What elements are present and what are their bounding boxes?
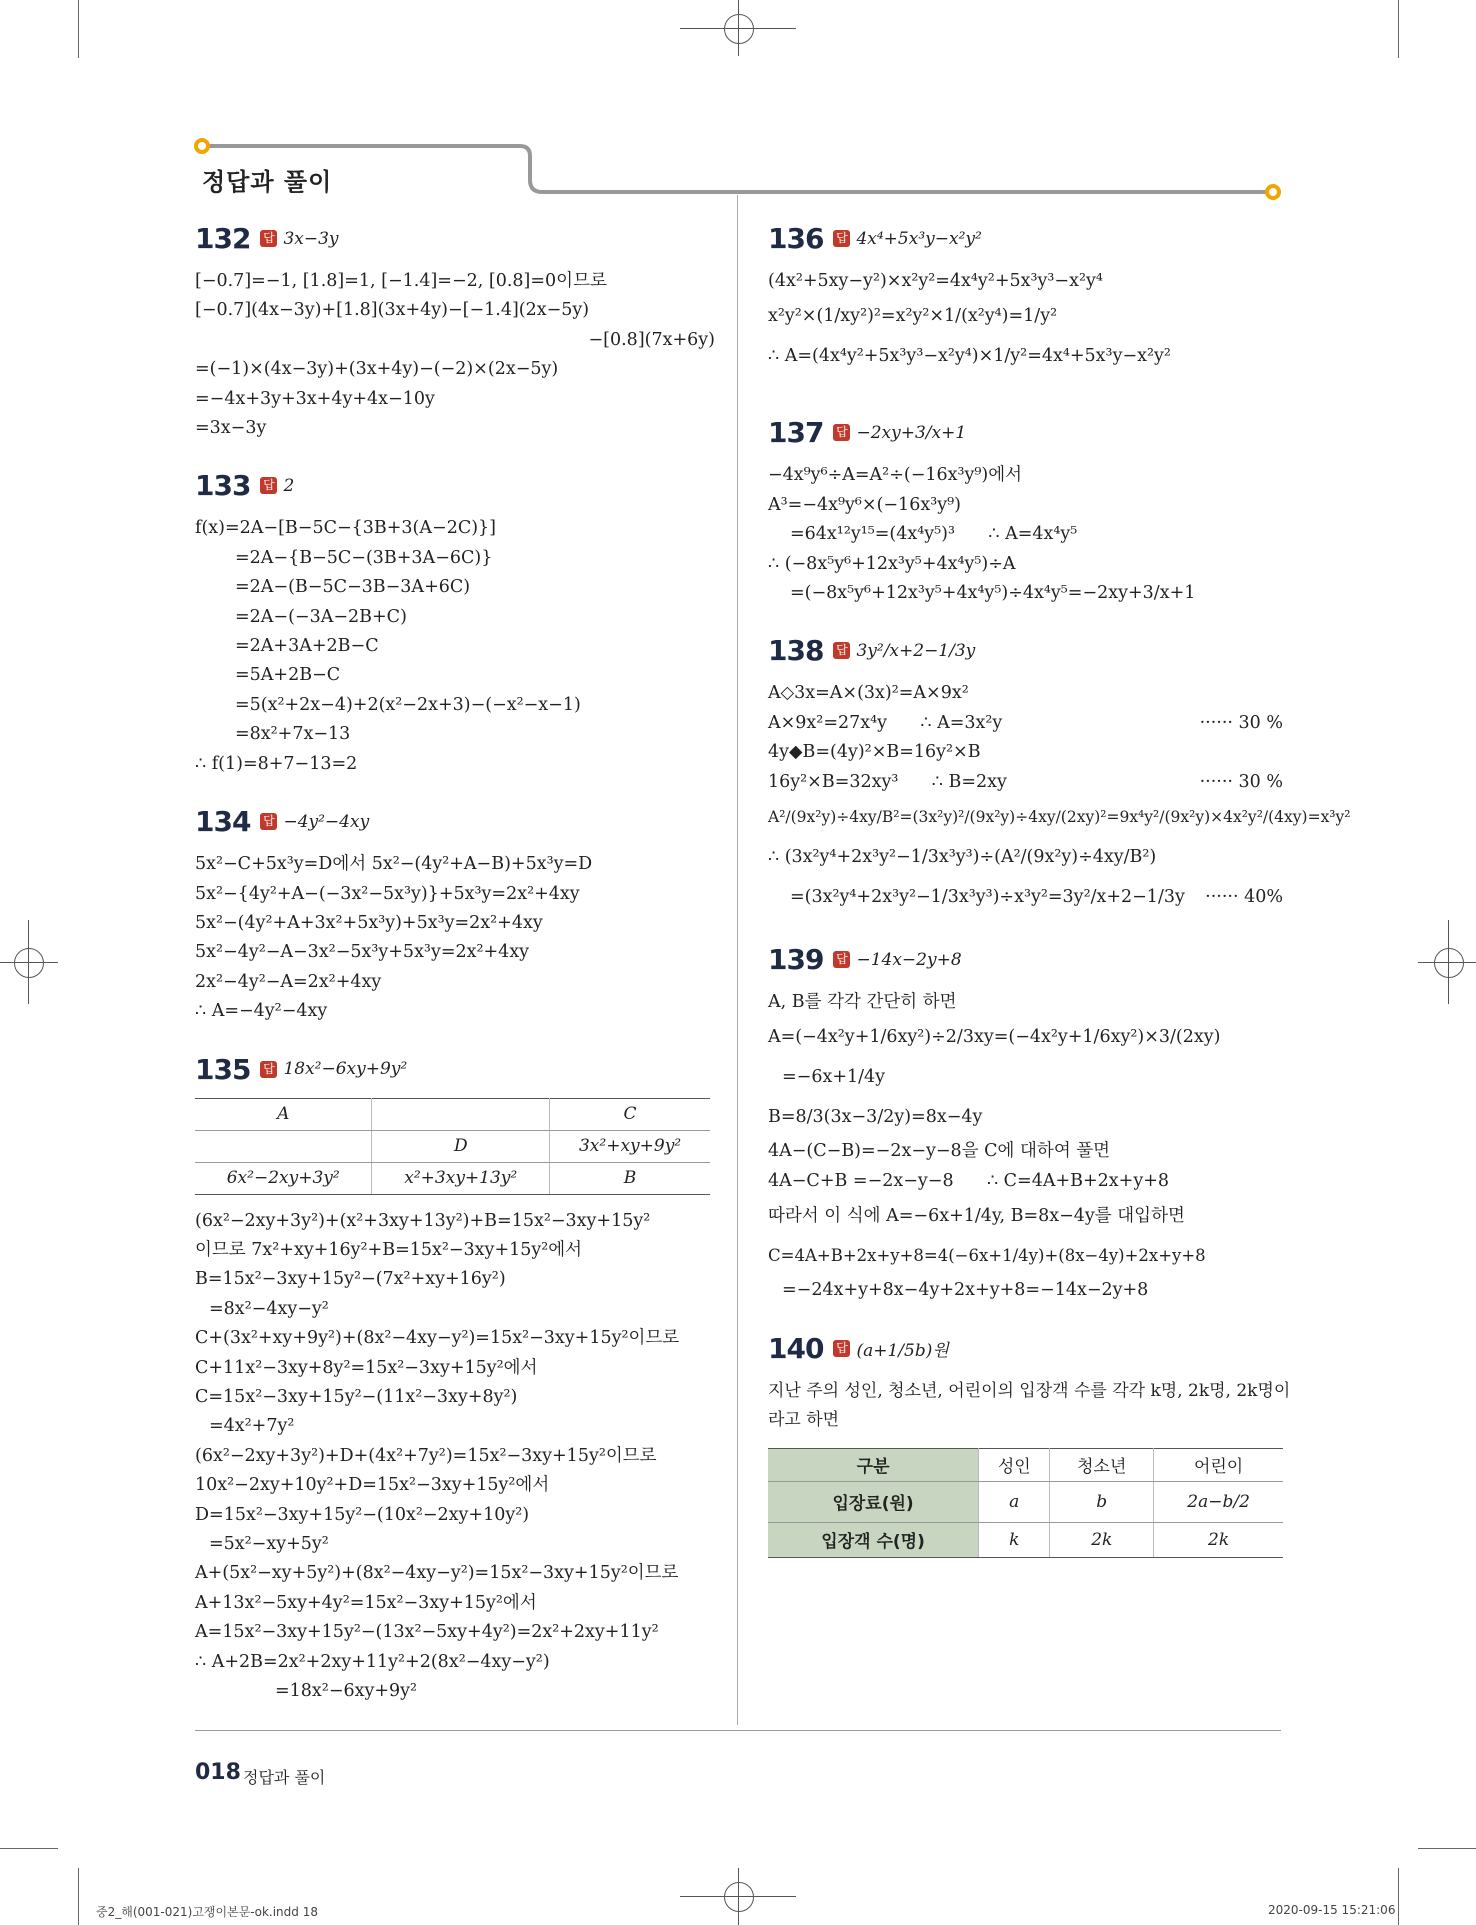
solution-line: ∴ (3x²y⁴+2x³y²−1/3x³y³)÷(A²/(9x²y)÷4xy/B²) [768, 847, 1157, 868]
solution-line: A=(−4x²y+1/6xy²)÷2/3xy=(−4x²y+1/6xy²)×3/(2xy) [768, 1027, 1221, 1048]
answer: 3x−3y [283, 228, 339, 249]
table-cell: 6x²−2xy+3y² [195, 1162, 372, 1194]
problem-133 [195, 469, 715, 779]
solution-line: =5x²−xy+5y² [209, 1534, 329, 1554]
solution-line: (4x²+5xy−y²)×x²y²=4x⁴y²+5x³y³−x²y⁴ [768, 271, 1103, 291]
slug-file: 중2_해(001-021)고쟁이본문-ok.indd 18 [96, 1905, 318, 1919]
solution-line: A, B를 각각 간단히 하면 [768, 992, 957, 1013]
answer: −2xy+3/x+1 [856, 422, 967, 443]
problem-132 [195, 222, 715, 443]
table-cell [195, 1130, 372, 1162]
table-cell: x²+3xy+13y² [372, 1162, 550, 1194]
registration-line [0, 962, 58, 963]
problem-number: 133 [195, 469, 251, 503]
table-cell: k [979, 1522, 1050, 1557]
solution-line: 10x²−2xy+10y²+D=15x²−3xy+15y²에서 [195, 1475, 550, 1496]
problem-137 [768, 416, 1283, 608]
solution-line: 라고 하면 [768, 1410, 840, 1431]
solution-line: 2x²−4y²−A=2x²+4xy [195, 971, 382, 992]
problem-135 [195, 1053, 715, 1707]
solution-line: 5x²−4y²−A−3x²−5x³y+5x³y=2x²+4xy [195, 942, 530, 963]
solution-line: =5A+2B−C [235, 665, 341, 686]
solution-line: =18x²−6xy+9y² [275, 1681, 418, 1702]
score-mark: ······ 30 % [1199, 712, 1283, 733]
answer-badge: 답 [260, 477, 277, 494]
table-cell: A [195, 1098, 372, 1130]
crop-mark [1398, 1868, 1399, 1925]
answer: (a+1/5b)원 [856, 1340, 949, 1361]
header-rule [190, 130, 1290, 200]
table-header: 입장객 수(명) [768, 1522, 979, 1557]
solution-line: =5(x²+2x−4)+2(x²−2x+3)−(−x²−x−1) [235, 694, 581, 715]
answer-badge: 답 [833, 424, 850, 441]
solution-line: D=15x²−3xy+15y²−(10x²−2xy+10y²) [195, 1504, 530, 1525]
solution-line: =8x²+7x−13 [235, 724, 351, 745]
problem-number: 135 [195, 1052, 251, 1086]
table-cell: 2a−b/2 [1154, 1481, 1283, 1522]
solution-line: (6x²−2xy+3y²)+(x²+3xy+13y²)+B=15x²−3xy+15y² [195, 1210, 651, 1231]
solution-line: 16y²×B=32xy³ ∴ B=2xy [768, 771, 1007, 792]
table-cell: B [550, 1162, 710, 1194]
table-header: 성인 [979, 1448, 1050, 1481]
solution-line: A³=−4x⁹y⁶×(−16x³y⁹) [768, 494, 961, 515]
answer-badge: 답 [833, 951, 850, 968]
solution-line: =2A−(−3A−2B+C) [235, 606, 407, 627]
solution-line: =2A−{B−5C−(3B+3A−6C)} [235, 547, 493, 568]
solution-line: 이므로 7x²+xy+16y²+B=15x²−3xy+15y²에서 [195, 1239, 583, 1260]
table-cell: D [372, 1130, 550, 1162]
solution-line: A◇3x=A×(3x)²=A×9x² [768, 683, 969, 704]
solution-line: =(3x²y⁴+2x³y²−1/3x³y³)÷x³y²=3y²/x+2−1/3y [790, 887, 1185, 908]
solution-line: A+13x²−5xy+4y²=15x²−3xy+15y²에서 [195, 1592, 537, 1613]
table-header: 구분 [768, 1448, 979, 1481]
problem-number: 136 [768, 222, 824, 255]
page-title: 정답과 풀이 [202, 168, 333, 196]
solution-line: =(−8x⁵y⁶+12x³y⁵+4x⁴y⁵)÷4x⁴y⁵=−2xy+3/x+1 [790, 583, 1196, 604]
table-cell: a [979, 1481, 1050, 1522]
solution-line: ∴ A+2B=2x²+2xy+11y²+2(8x²−4xy−y²) [195, 1651, 550, 1672]
answer: −4y²−4xy [283, 811, 370, 832]
registration-line [1418, 962, 1476, 963]
table-header: 청소년 [1050, 1448, 1154, 1481]
page-number: 018 [195, 1760, 241, 1785]
answer-badge: 답 [260, 230, 277, 247]
solution-line: f(x)=2A−[B−5C−{3B+3(A−2C)}] [195, 518, 497, 539]
solution-line: =3x−3y [195, 418, 267, 439]
solution-line: C=4A+B+2x+y+8=4(−6x+1/4y)+(8x−4y)+2x+y+8 [768, 1246, 1206, 1266]
solution-line: 지난 주의 성인, 청소년, 어린이의 입장객 수를 각각 k명, 2k명, 2k명이 [768, 1380, 1291, 1401]
score-mark: ······ 40% [1205, 887, 1283, 908]
solution-line: B=8/3(3x−3/2y)=8x−4y [768, 1107, 983, 1128]
solution-line: [−0.7](4x−3y)+[1.8](3x+4y)−[−1.4](2x−5y) [195, 300, 590, 321]
problem-number: 140 [768, 1331, 824, 1365]
solution-line: A+(5x²−xy+5y²)+(8x²−4xy−y²)=15x²−3xy+15y²이므로 [195, 1563, 679, 1584]
registration-mark [724, 1882, 754, 1912]
registration-line [1448, 920, 1449, 1004]
problem-138 [768, 634, 1351, 917]
problem-number: 138 [768, 634, 824, 668]
table-cell: C [550, 1098, 710, 1130]
registration-mark [14, 948, 44, 978]
crop-mark [1398, 0, 1399, 58]
solution-line: B=15x²−3xy+15y²−(7x²+xy+16y²) [195, 1269, 506, 1290]
solution-line: 따라서 이 식에 A=−6x+1/4y, B=8x−4y를 대입하면 [768, 1206, 1185, 1227]
table-cell: 2k [1050, 1522, 1154, 1557]
footer-label: 정답과 풀이 [243, 1768, 326, 1787]
solution-line: =−24x+y+8x−4y+2x+y+8=−14x−2y+8 [782, 1280, 1149, 1301]
solution-line: ∴ f(1)=8+7−13=2 [195, 753, 358, 774]
solution-line: 4A−C+B =−2x−y−8 ∴ C=4A+B+2x+y+8 [768, 1170, 1170, 1191]
answer-badge: 답 [260, 813, 277, 830]
table-header: 입장료(원) [768, 1481, 979, 1522]
registration-line [28, 920, 29, 1004]
solution-line: x²y²×(1/xy²)²=x²y²×1/(x²y⁴)=1/y² [768, 306, 1058, 327]
answer-badge: 답 [833, 230, 850, 247]
registration-mark [1434, 948, 1464, 978]
table-cell: 3x²+xy+9y² [550, 1130, 710, 1162]
solution-line: [−0.7]=−1, [1.8]=1, [−1.4]=−2, [0.8]=0이므로 [195, 271, 607, 291]
answer: −14x−2y+8 [856, 949, 962, 970]
left-column [195, 222, 715, 1732]
solution-line: 4y◆B=(4y)²×B=16y²×B [768, 742, 981, 763]
problem-139 [768, 943, 1283, 1306]
answer: 4x⁴+5x³y−x²y² [856, 228, 982, 249]
table-cell: 2k [1154, 1522, 1283, 1557]
answer-badge: 답 [833, 642, 850, 659]
problem-number: 137 [768, 416, 824, 450]
answer: 2 [283, 475, 295, 496]
solution-line: ∴ (−8x⁵y⁶+12x³y⁵+4x⁴y⁵)÷A [768, 553, 1016, 574]
problem-140 [768, 1331, 1291, 1558]
right-column [768, 222, 1351, 1584]
solution-line: (6x²−2xy+3y²)+D+(4x²+7y²)=15x²−3xy+15y²이므로 [195, 1445, 657, 1466]
problem-number: 132 [195, 222, 251, 255]
problem-135-table [195, 1098, 710, 1195]
footer-rule [195, 1730, 1281, 1731]
table-header: 어린이 [1154, 1448, 1283, 1481]
solution-line: A×9x²=27x⁴y ∴ A=3x²y [768, 712, 1003, 733]
solution-line: =2A+3A+2B−C [235, 636, 379, 657]
problem-number: 139 [768, 943, 824, 977]
crop-mark [78, 0, 79, 58]
answer-badge: 답 [833, 1340, 850, 1357]
registration-mark [724, 14, 754, 44]
problem-134 [195, 805, 715, 1026]
solution-line: −[0.8](7x+6y) [588, 329, 715, 350]
solution-line: =8x²−4xy−y² [209, 1298, 329, 1319]
answer: 18x²−6xy+9y² [283, 1059, 408, 1080]
registration-line [738, 0, 739, 56]
slug-date: 2020-09-15 15:21:06 [1268, 1903, 1396, 1917]
solution-line: ∴ A=(4x⁴y²+5x³y³−x²y⁴)×1/y²=4x⁴+5x³y−x²y² [768, 346, 1171, 367]
solution-line: C+11x²−3xy+8y²=15x²−3xy+15y²에서 [195, 1357, 538, 1378]
solution-line: C=15x²−3xy+15y²−(11x²−3xy+8y²) [195, 1386, 518, 1407]
solution-line: =4x²+7y² [209, 1416, 295, 1437]
solution-line: =−6x+1/4y [782, 1067, 886, 1088]
problem-136 [768, 222, 1283, 376]
registration-line [738, 1868, 739, 1925]
solution-line: =2A−(B−5C−3B−3A+6C) [235, 577, 471, 598]
solution-line: A²/(9x²y)÷4xy/B²=(3x²y)²/(9x²y)÷4xy/(2xy)²=9x⁴y²/(9x²y)×4x²y²/(4xy)=x³y² [768, 808, 1351, 827]
solution-line: A=15x²−3xy+15y²−(13x²−5xy+4y²)=2x²+2xy+11y² [195, 1622, 659, 1643]
table-cell: b [1050, 1481, 1154, 1522]
solution-line: =64x¹²y¹⁵=(4x⁴y⁵)³ ∴ A=4x⁴y⁵ [790, 524, 1078, 545]
solution-line: =(−1)×(4x−3y)+(3x+4y)−(−2)×(2x−5y) [195, 359, 559, 380]
crop-mark [78, 1868, 79, 1925]
answer-badge: 답 [260, 1061, 277, 1078]
problem-number: 134 [195, 805, 251, 839]
crop-mark [1418, 1848, 1476, 1849]
solution-line: −4x⁹y⁶÷A=A²÷(−16x³y⁹)에서 [768, 465, 1023, 486]
solution-line: C+(3x²+xy+9y²)+(8x²−4xy−y²)=15x²−3xy+15y²이므로 [195, 1328, 680, 1349]
admission-table [768, 1448, 1283, 1558]
score-mark: ······ 30 % [1199, 771, 1283, 792]
solution-line: 5x²−{4y²+A−(−3x²−5x³y)}+5x³y=2x²+4xy [195, 883, 580, 904]
solution-line: 5x²−C+5x³y=D에서 5x²−(4y²+A−B)+5x³y=D [195, 854, 593, 875]
crop-mark [0, 1848, 58, 1849]
solution-line: 4A−(C−B)=−2x−y−8을 C에 대하여 풀면 [768, 1141, 1111, 1162]
solution-line: =−4x+3y+3x+4y+4x−10y [195, 388, 435, 409]
column-divider [737, 195, 738, 1725]
solution-line: 5x²−(4y²+A+3x²+5x³y)+5x³y=2x²+4xy [195, 912, 543, 933]
answer: 3y²/x+2−1/3y [856, 640, 976, 661]
solution-line: ∴ A=−4y²−4xy [195, 1001, 328, 1022]
table-cell [372, 1098, 550, 1130]
